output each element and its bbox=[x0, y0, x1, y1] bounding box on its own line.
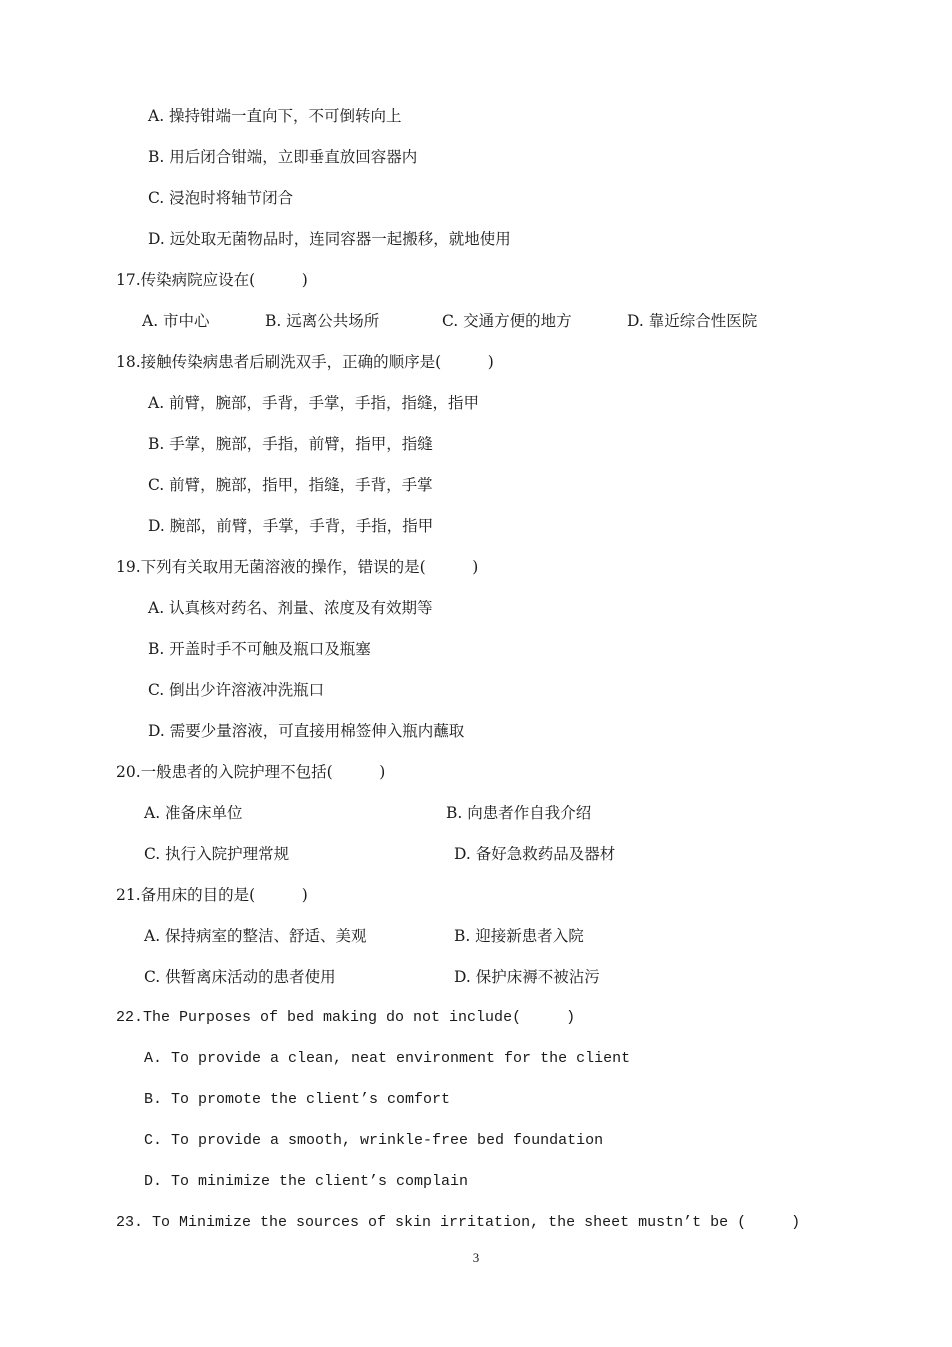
q21-option-a: A. 保持病室的整洁、舒适、美观 bbox=[144, 927, 367, 945]
q16-option-b: B. 用后闭合钳端，立即垂直放回容器内 bbox=[148, 148, 418, 166]
q21-option-c: C. 供暂离床活动的患者使用 bbox=[144, 968, 336, 986]
q19-stem: 19.下列有关取用无菌溶液的操作，错误的是( ) bbox=[116, 558, 479, 576]
q16-option-a: A. 操持钳端一直向下，不可倒转向上 bbox=[148, 107, 402, 125]
q19-option-c: C. 倒出少许溶液冲洗瓶口 bbox=[148, 681, 325, 699]
q19-option-b: B. 开盖时手不可触及瓶口及瓶塞 bbox=[148, 640, 371, 658]
q17-option-b: B. 远离公共场所 bbox=[265, 312, 380, 330]
q18-option-a: A. 前臂，腕部，手背，手掌，手指，指缝，指甲 bbox=[148, 394, 480, 412]
q20-option-d: D. 备好急救药品及器材 bbox=[454, 845, 616, 863]
q20-option-c: C. 执行入院护理常规 bbox=[144, 845, 290, 863]
q22-option-a: A. To provide a clean, neat environment for the client bbox=[144, 1050, 631, 1067]
q16-option-d: D. 远处取无菌物品时，连同容器一起搬移，就地使用 bbox=[148, 230, 511, 248]
q22-option-b: B. To promote the client’s comfort bbox=[144, 1091, 451, 1108]
q17-stem: 17.传染病院应设在( ) bbox=[116, 271, 308, 289]
q22-stem: 22.The Purposes of bed making do not include( ) bbox=[116, 1009, 576, 1026]
q16-option-c: C. 浸泡时将轴节闭合 bbox=[148, 189, 294, 207]
q17-option-a: A. 市中心 bbox=[142, 312, 210, 330]
q17-option-d: D. 靠近综合性医院 bbox=[627, 312, 758, 330]
q21-option-d: D. 保护床褥不被沾污 bbox=[454, 968, 600, 986]
q18-stem: 18.接触传染病患者后刷洗双手，正确的顺序是( ) bbox=[116, 353, 494, 371]
q22-option-c: C. To provide a smooth, wrinkle-free bed foundation bbox=[144, 1132, 604, 1149]
q17-option-c: C. 交通方便的地方 bbox=[442, 312, 572, 330]
q20-option-a: A. 准备床单位 bbox=[144, 804, 243, 822]
q19-option-d: D. 需要少量溶液，可直接用棉签伸入瓶内蘸取 bbox=[148, 722, 465, 740]
q21-stem: 21.备用床的目的是( ) bbox=[116, 886, 308, 904]
q23-stem: 23. To Minimize the sources of skin irritation, the sheet mustn’t be ( ) bbox=[116, 1214, 801, 1231]
q20-option-b: B. 向患者作自我介绍 bbox=[446, 804, 592, 822]
q18-option-d: D. 腕部，前臂，手掌，手背，手指，指甲 bbox=[148, 517, 434, 535]
q21-option-b: B. 迎接新患者入院 bbox=[454, 927, 584, 945]
q18-option-c: C. 前臂，腕部，指甲，指缝，手背，手掌 bbox=[148, 476, 433, 494]
page-number: 3 bbox=[472, 1250, 480, 1265]
q20-stem: 20.一般患者的入院护理不包括( ) bbox=[116, 763, 386, 781]
q22-option-d: D. To minimize the client’s complain bbox=[144, 1173, 469, 1190]
q19-option-a: A. 认真核对药名、剂量、浓度及有效期等 bbox=[148, 599, 433, 617]
q18-option-b: B. 手掌，腕部，手指，前臂，指甲，指缝 bbox=[148, 435, 433, 453]
